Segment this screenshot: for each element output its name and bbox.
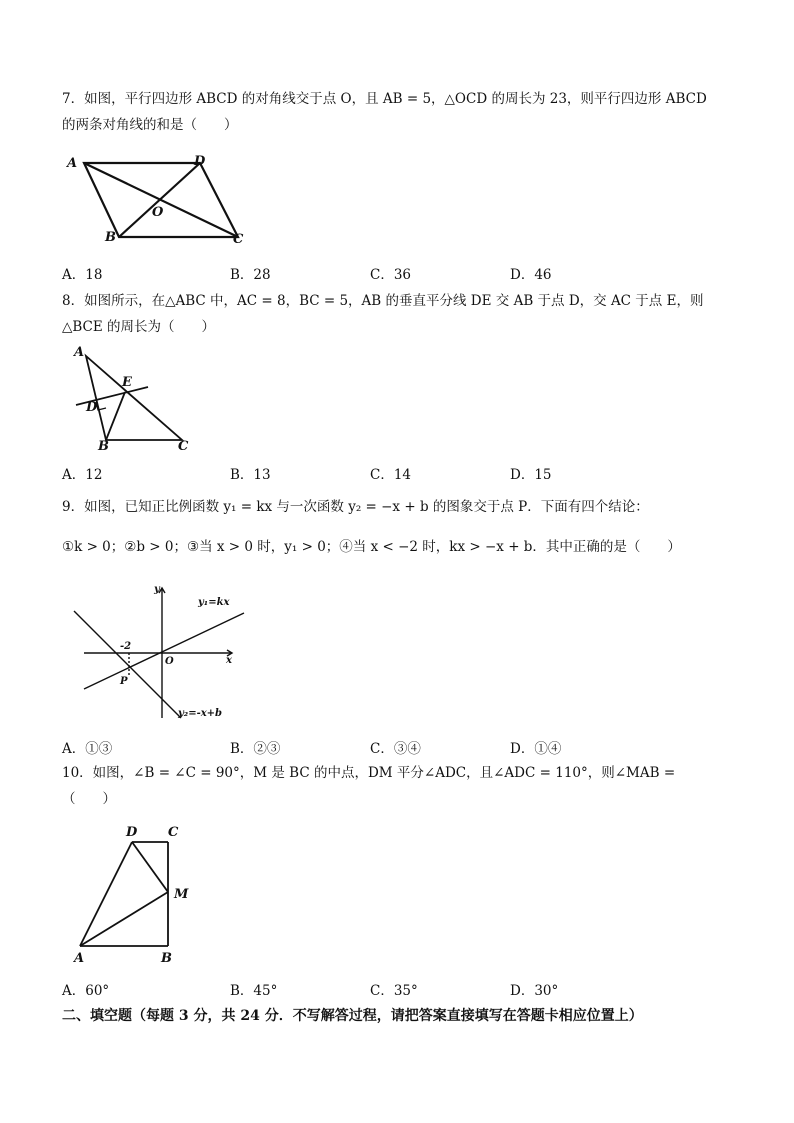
q8-stem-line2: △BCE 的周长为（ ） (62, 319, 216, 335)
q9-option-d[interactable]: D．①④ (510, 741, 562, 757)
q9-label-y1: y₁=kx (198, 597, 230, 608)
q9-label-x-axis: x (226, 655, 232, 666)
q7-option-a[interactable]: A．18 (62, 267, 103, 283)
q7-option-c[interactable]: C．36 (370, 267, 412, 283)
q10-label-C: C (168, 825, 179, 840)
q9-stem-line1: 9．如图，已知正比例函数 y₁ = kx 与一次函数 y₂ = −x + b 的图象交于点 P．下面有四个结论： (62, 499, 649, 515)
q7-parallelogram-figure (62, 150, 262, 248)
q9-option-a[interactable]: A．①③ (62, 741, 113, 757)
q10-label-B: B (161, 951, 172, 966)
q10-stem-line1: 10．如图，∠B = ∠C = 90°，M 是 BC 的中点，DM 平分∠ADC，且∠ADC = 110°，则∠MAB = (62, 765, 676, 781)
q8-option-c[interactable]: C．14 (370, 467, 412, 483)
q10-option-a[interactable]: A．60° (62, 983, 110, 999)
q7-label-O: O (152, 205, 164, 220)
q8-option-d[interactable]: D．15 (510, 467, 552, 483)
q10-label-D: D (126, 825, 138, 840)
q7-stem-line2: 的两条对角线的和是（ ） (62, 117, 238, 133)
q10-option-b[interactable]: B．45° (230, 983, 278, 999)
q8-label-A: A (74, 345, 85, 360)
q7-label-C: C (233, 232, 244, 247)
q7-option-b[interactable]: B．28 (230, 267, 271, 283)
q7-label-D: D (194, 154, 206, 169)
q8-label-B: B (98, 439, 109, 454)
q8-option-a[interactable]: A．12 (62, 467, 103, 483)
q8-label-E: E (122, 375, 132, 390)
q8-option-b[interactable]: B．13 (230, 467, 271, 483)
q8-label-D: D (86, 400, 98, 415)
q7-stem-line1: 7．如图，平行四边形 ABCD 的对角线交于点 O，且 AB = 5，△OCD 的周长为 23，则平行四边形 ABCD (62, 91, 707, 107)
q9-label-y-axis: y (154, 584, 160, 595)
q9-label-P: P (120, 676, 128, 687)
q10-option-c[interactable]: C．35° (370, 983, 418, 999)
q10-quadrilateral-figure (62, 818, 212, 970)
q9-function-graph (62, 578, 252, 723)
q7-label-B: B (105, 230, 116, 245)
q9-option-b[interactable]: B．②③ (230, 741, 281, 757)
q9-stem-line2: ①k > 0；②b > 0；③当 x > 0 时，y₁ > 0；④当 x < −2 时，kx > −x + b．其中正确的是（ ） (62, 539, 681, 555)
q7-option-d[interactable]: D．46 (510, 267, 552, 283)
q9-option-c[interactable]: C．③④ (370, 741, 421, 757)
q9-label-neg2: -2 (120, 641, 132, 652)
q7-label-A: A (67, 156, 78, 171)
q10-label-A: A (74, 951, 85, 966)
q8-triangle-figure (62, 344, 202, 454)
section-heading-fill-in: 二、填空题（每题 3 分，共 24 分．不写解答过程，请把答案直接填写在答题卡相应位置上） (62, 1008, 643, 1024)
q8-label-C: C (178, 439, 189, 454)
q10-label-M: M (174, 887, 189, 902)
q9-label-origin: O (165, 656, 174, 667)
q9-label-y2: y₂=-x+b (178, 708, 223, 719)
q10-option-d[interactable]: D．30° (510, 983, 559, 999)
q10-stem-line2: （ ） (62, 791, 116, 807)
q8-stem-line1: 8．如图所示，在△ABC 中，AC = 8，BC = 5，AB 的垂直平分线 DE 交 AB 于点 D，交 AC 于点 E，则 (62, 293, 704, 309)
